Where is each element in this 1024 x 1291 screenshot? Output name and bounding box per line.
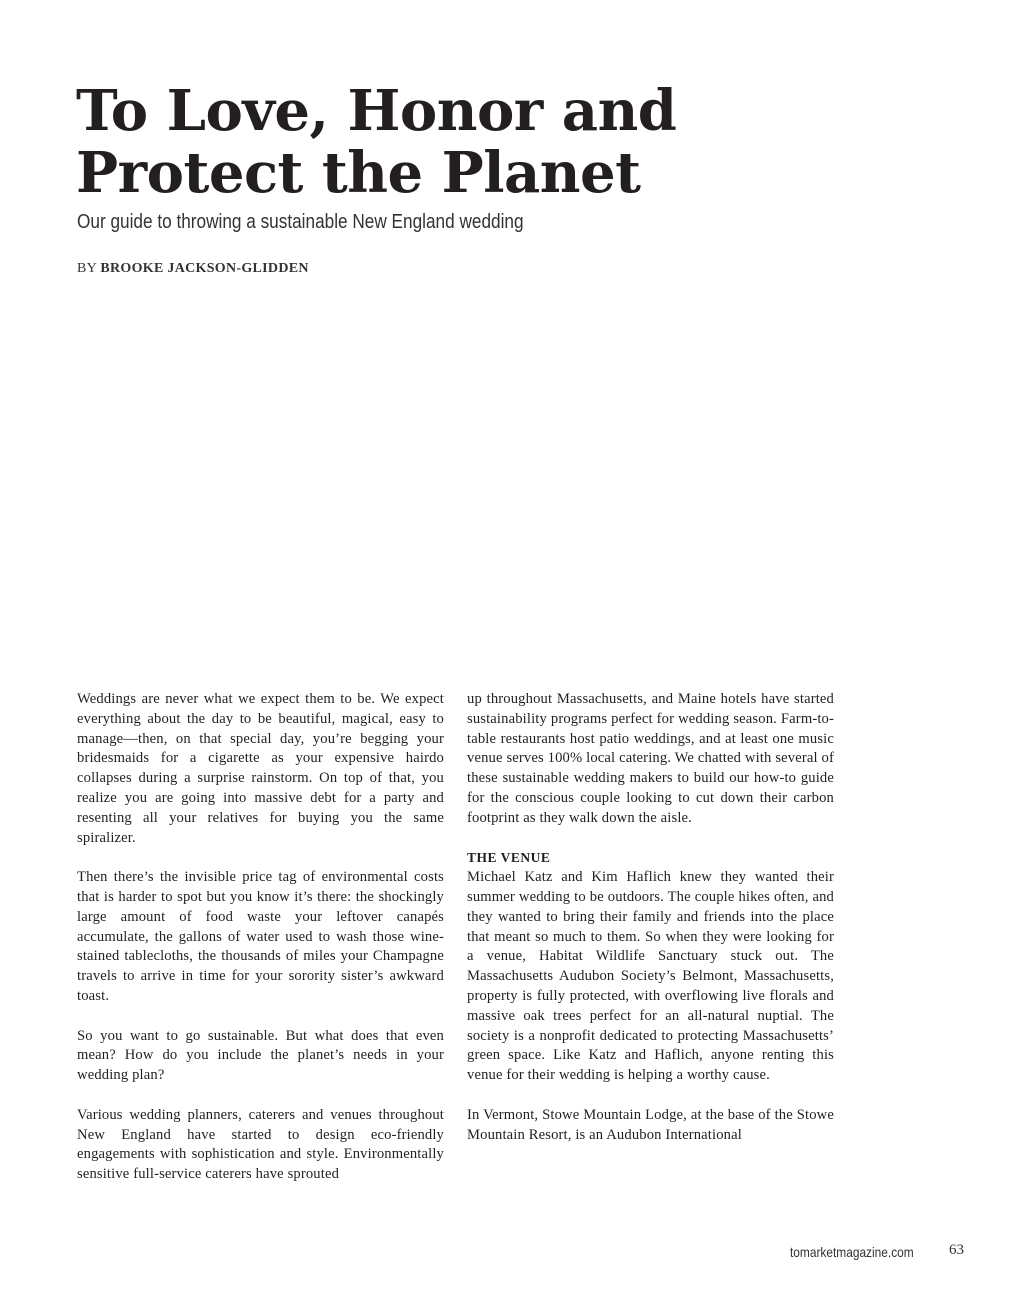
article-subtitle: Our guide to throwing a sustainable New England wedding xyxy=(77,211,524,233)
body-paragraph: Michael Katz and Kim Haflich knew they wanted their summer wedding to be outdoors. The couple hikes often, and they wanted to bring their family and friends into the place that meant so much to them. So when they were looking for a venue, Habitat Wildlife Sanctuary stuck out. The Massachusetts Audubon Society’s Belmont, Massachusetts, property is fully protected, with overflowing live florals and massive oak trees perfect for an all-natural nuptial. The society is a nonprofit dedicated to protecting Massachusetts’ green space. Like Katz and Haflich, anyone renting this venue for their wedding is helping a worthy cause. xyxy=(467,869,834,1084)
body-paragraph: Various wedding planners, caterers and venues throughout New England have started to design eco-friendly engagements with sophistication and style. Environmentally sensitive full-service caterers have sprouted xyxy=(77,1106,444,1183)
body-paragraph: So you want to go sustainable. But what does that even mean? How do you include the planet’s needs in your wedding plan? xyxy=(77,1027,444,1084)
byline-prefix: BY xyxy=(77,261,97,276)
author-name: BROOKE JACKSON-GLIDDEN xyxy=(100,261,309,276)
page-number: 63 xyxy=(949,1242,964,1258)
section-heading: THE VENUE xyxy=(467,850,551,866)
body-paragraph: In Vermont, Stowe Mountain Lodge, at the base of the Stowe Mountain Resort, is an Audubon International xyxy=(467,1106,834,1143)
title-line-2: Protect the Planet xyxy=(76,140,641,206)
venue-section xyxy=(467,848,834,1086)
byline xyxy=(77,261,309,277)
article-title xyxy=(76,80,836,204)
body-paragraph: up throughout Massachusetts, and Maine hotels have started sustainability programs perfect for wedding season. Farm-to-table restaurants host patio weddings, and at least one music venue serves 100% local catering. We chatted with several of these sustainable wedding makers to build our how-to guide for the conscious couple looking to cut down their carbon footprint as they walk down the aisle. xyxy=(467,691,834,826)
title-line-1: To Love, Honor and xyxy=(76,78,677,144)
body-paragraph: Then there’s the invisible price tag of environmental costs that is harder to spot but you know it’s there: the shockingly large amount of food waste your leftover canapés accumulate, the gallons of water used to wash those wine-stained tablecloths, the thousands of miles your Champagne travels to arrive in time for your sorority sister’s awkward toast. xyxy=(77,869,444,1004)
body-paragraph: Weddings are never what we expect them to be. We expect everything about the day to be beautiful, magical, easy to manage—then, on that special day, you’re begging your bridesmaids for a cigarette as your expensive hairdo collapses during a surprise rainstorm. On top of that, you realize you are going into massive debt for a party and resenting all your relatives for buying you the same spiralizer. xyxy=(77,691,444,846)
footer-website: tomarketmagazine.com xyxy=(790,1244,914,1260)
left-column xyxy=(77,690,444,1185)
right-column xyxy=(467,690,834,1145)
